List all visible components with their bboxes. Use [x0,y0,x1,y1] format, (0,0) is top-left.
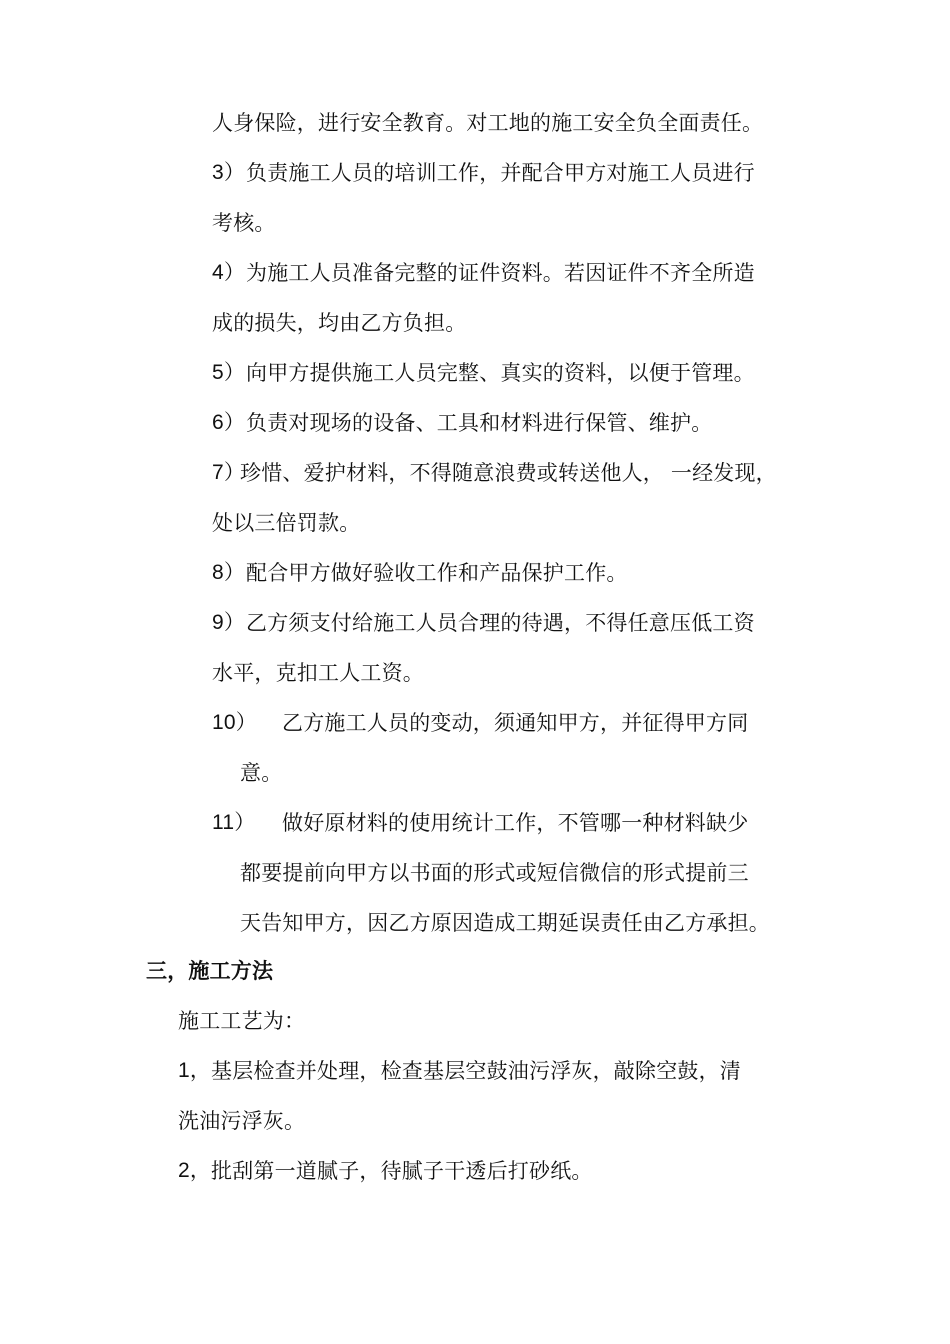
list-number: 5） [212,361,246,384]
list-text-cont: 天告知甲方，因乙方原因造成工期延误责任由乙方承担。 [240,911,770,935]
list-number: 11） [212,811,256,834]
list-number: 9） [212,611,246,634]
list-text-cont: 考核。 [212,211,276,235]
list-text: 做好原材料的使用统计工作，不管哪一种材料缺少 [282,811,749,835]
list-text: 负责对现场的设备、工具和材料进行保管、维护。 [246,411,713,435]
list-number: 3） [212,161,246,184]
step-text: 基层检查并处理，检查基层空鼓油污浮灰，敲除空鼓，清 [211,1059,741,1083]
list-text-cont: 都要提前向甲方以书面的形式或短信微信的形式提前三 [240,861,749,885]
list-number: 6） [212,411,246,434]
list-text-cont: 成的损失，均由乙方负担。 [212,311,467,335]
list-text: 向甲方提供施工人员完整、真实的资料，以便于管理。 [246,361,755,385]
list-text: 乙方施工人员的变动，须通知甲方，并征得甲方同 [282,711,749,735]
list-number: 7） [212,461,246,484]
list-text: 负责施工人员的培训工作，并配合甲方对施工人员进行 [246,161,755,185]
section-intro: 施工工艺为： [178,1009,306,1033]
step-text-cont: 洗油污浮灰。 [178,1109,306,1133]
list-text: 为施工人员准备完整的证件资料。若因证件不齐全所造 [246,261,755,285]
list-number: 10） [212,711,257,734]
step-number: 2， [178,1159,212,1182]
list-text-cont: 水平，克扣工人工资。 [212,661,424,685]
list-number: 8） [212,561,246,584]
list-text: 配合甲方做好验收工作和产品保护工作。 [246,561,628,585]
section-heading: 三，施工方法 [146,959,274,983]
paragraph-line: 人身保险，进行安全教育。对工地的施工安全负全面责任。 [212,111,764,135]
step-text: 批刮第一道腻子，待腻子干透后打砂纸。 [211,1159,593,1183]
list-text: 珍惜、爱护材料，不得随意浪费或转送他人， 一经发现， [240,461,777,485]
step-number: 1， [178,1059,212,1082]
list-text-cont: 意。 [240,761,283,785]
list-text-cont: 处以三倍罚款。 [212,511,361,535]
list-text: 乙方须支付给施工人员合理的待遇，不得任意压低工资 [246,611,755,635]
list-number: 4） [212,261,246,284]
